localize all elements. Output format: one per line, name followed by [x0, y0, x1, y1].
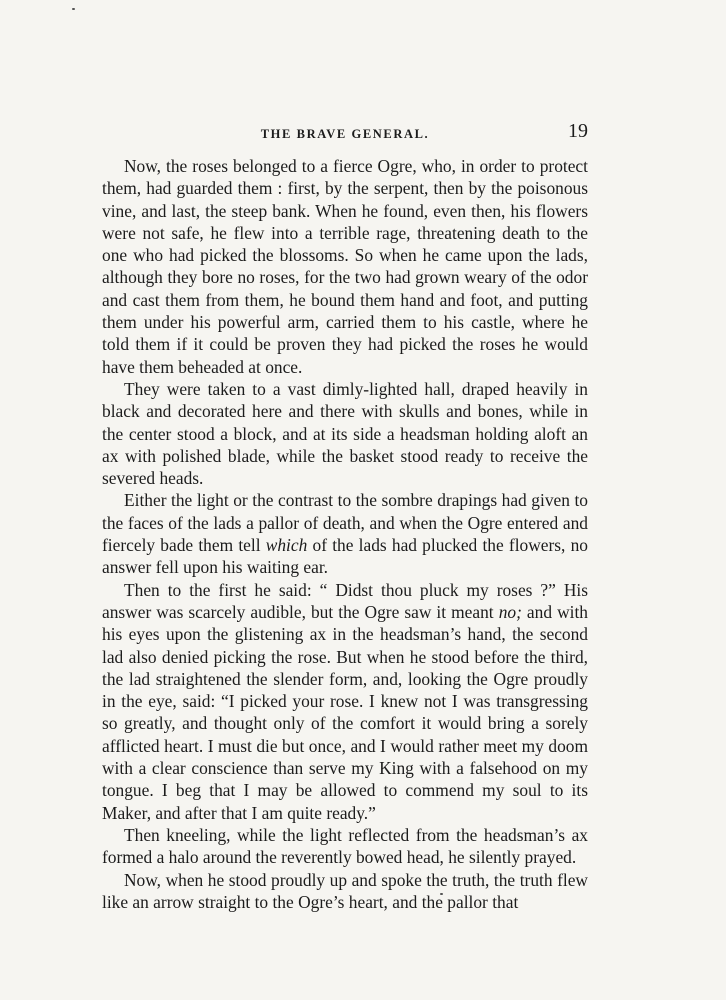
paragraph-text: of the lads had plucked the flowers, no answer fell upon his waiting ear. — [102, 535, 588, 578]
italic-emphasis: no; — [498, 601, 522, 622]
paragraph-text: Now, the roses belonged to a fierce Ogre, who, in order to protect them, had guarded them : first, by the serpent, then by the poisonous vine, and last, the steep bank. When he found, even then, his flowers were not safe, he flew into a terrible rage, threatening death to the one who had picked the blossoms. So when he came upon the lads, although they bore no roses, for the two had grown weary of the odor and cast them from them, he bound them hand and foot, and putting them under his powerful arm, carried them to his castle, where he told them if it could be proven they had picked the roses he would have them beheaded at once. — [102, 156, 588, 377]
paragraph-text: Then kneeling, while the light reflected from the headsman’s ax formed a halo around the reverently bowed head, he silently prayed. — [102, 824, 588, 868]
paragraph — [102, 579, 588, 824]
paragraph — [102, 378, 588, 489]
paragraph — [102, 869, 588, 914]
paragraph-text: and with his eyes upon the glistening ax in the headsman’s hand, the second lad also denied picking the rose. But when he stood before the third, the lad straightened the slender form, and, looking the Ogre proudly in the eye, said: “I picked your rose. I knew not I was transgressing so greatly, and thought only of the comfort it would bring a sorely afflicted heart. I must die but once, and I would rather meet my doom with a clear conscience than serve my King with a falsehood on my tongue. I beg that I may be allowed to commend my soul to its Maker, and after that I am quite ready.” — [102, 601, 588, 823]
paragraph-text: Then to the first he said: “ Didst thou pluck my roses ?” His answer was scarcely audible, but the Ogre saw it meant — [102, 579, 588, 622]
italic-emphasis: which — [265, 535, 308, 556]
paragraph — [102, 489, 588, 578]
paragraph — [102, 824, 588, 869]
print-speck — [72, 8, 75, 10]
paragraph-text: Now, when he stood proudly up and spoke the truth, the truth flew like an arrow straight to the Ogre’s heart, and the pallor that — [102, 869, 588, 912]
page-number: 19 — [568, 120, 588, 142]
running-header — [102, 120, 588, 146]
paragraph — [102, 155, 588, 378]
running-title: THE BRAVE GENERAL. — [260, 127, 430, 141]
paragraph-text: Either the light or the contrast to the sombre drapings had given to the faces of the lads a pallor of death, and when the Ogre entered and fiercely bade them tell — [102, 490, 588, 556]
paragraph-text: They were taken to a vast dimly-lighted hall, draped heavily in black and decorated here and there with skulls and bones, while in the center stood a block, and at its side a headsman holding aloft an ax with polished blade, while the basket stood ready to receive the severed heads. — [102, 378, 588, 489]
body-text — [102, 155, 588, 913]
